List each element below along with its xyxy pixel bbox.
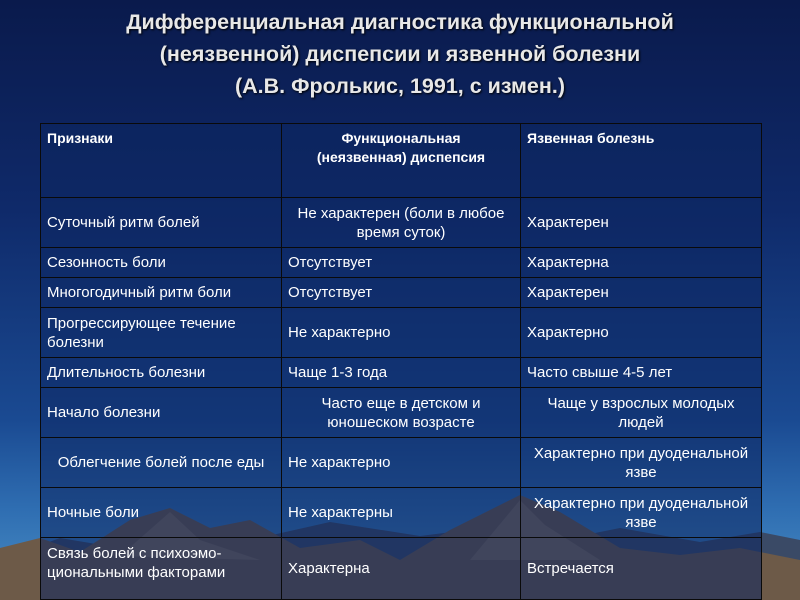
table-row [41,438,762,488]
table-row [41,248,762,278]
title-line-3: (А.В. Фролькис, 1991, с измен.) [234,74,566,98]
row-ulcer: Характерно при дуоденальной язве [521,488,762,538]
row-ulcer: Часто свыше 4-5 лет [521,358,762,388]
header-ulcer-disease: Язвенная болезнь [521,124,762,198]
row-sign: Суточный ритм болей [41,198,282,248]
header-functional-dyspepsia: Функциональная (неязвенная) диспепсия [282,124,521,198]
row-ulcer: Чаще у взрослых молодых людей [521,388,762,438]
row-functional: Часто еще в детском и юношеском возрасте [282,388,521,438]
row-ulcer: Характерно [521,308,762,358]
title-line-2: (неязвенной) диспепсии и язвенной болезни [159,42,641,66]
row-ulcer: Характерно при дуоденальной язве [521,438,762,488]
table-header-row [41,124,762,198]
table-row [41,538,762,600]
row-sign: Длительность болезни [41,358,282,388]
row-functional: Отсутствует [282,278,521,308]
row-sign: Связь болей с психоэмо-циональными факторами [41,538,282,600]
row-ulcer: Характерен [521,278,762,308]
row-ulcer: Характерен [521,198,762,248]
table-row [41,278,762,308]
row-functional: Характерна [282,538,521,600]
comparison-table [40,123,762,600]
table-row [41,308,762,358]
row-sign: Сезонность боли [41,248,282,278]
row-sign: Прогрессирующее течение болезни [41,308,282,358]
row-functional: Не характерны [282,488,521,538]
table-row [41,388,762,438]
row-sign: Облегчение болей после еды [41,438,282,488]
row-sign: Ночные боли [41,488,282,538]
title-line-1: Дифференциальная диагностика функциональной [126,10,674,34]
row-functional: Не характерно [282,308,521,358]
row-ulcer: Встречается [521,538,762,600]
slide-title [0,6,800,102]
row-functional: Чаще 1-3 года [282,358,521,388]
table-row [41,198,762,248]
row-functional: Отсутствует [282,248,521,278]
row-ulcer: Характерна [521,248,762,278]
header-signs: Признаки [41,124,282,198]
table-row [41,488,762,538]
row-sign: Начало болезни [41,388,282,438]
row-sign: Многогодичный ритм боли [41,278,282,308]
row-functional: Не характерен (боли в любое время суток) [282,198,521,248]
row-functional: Не характерно [282,438,521,488]
table-row [41,358,762,388]
